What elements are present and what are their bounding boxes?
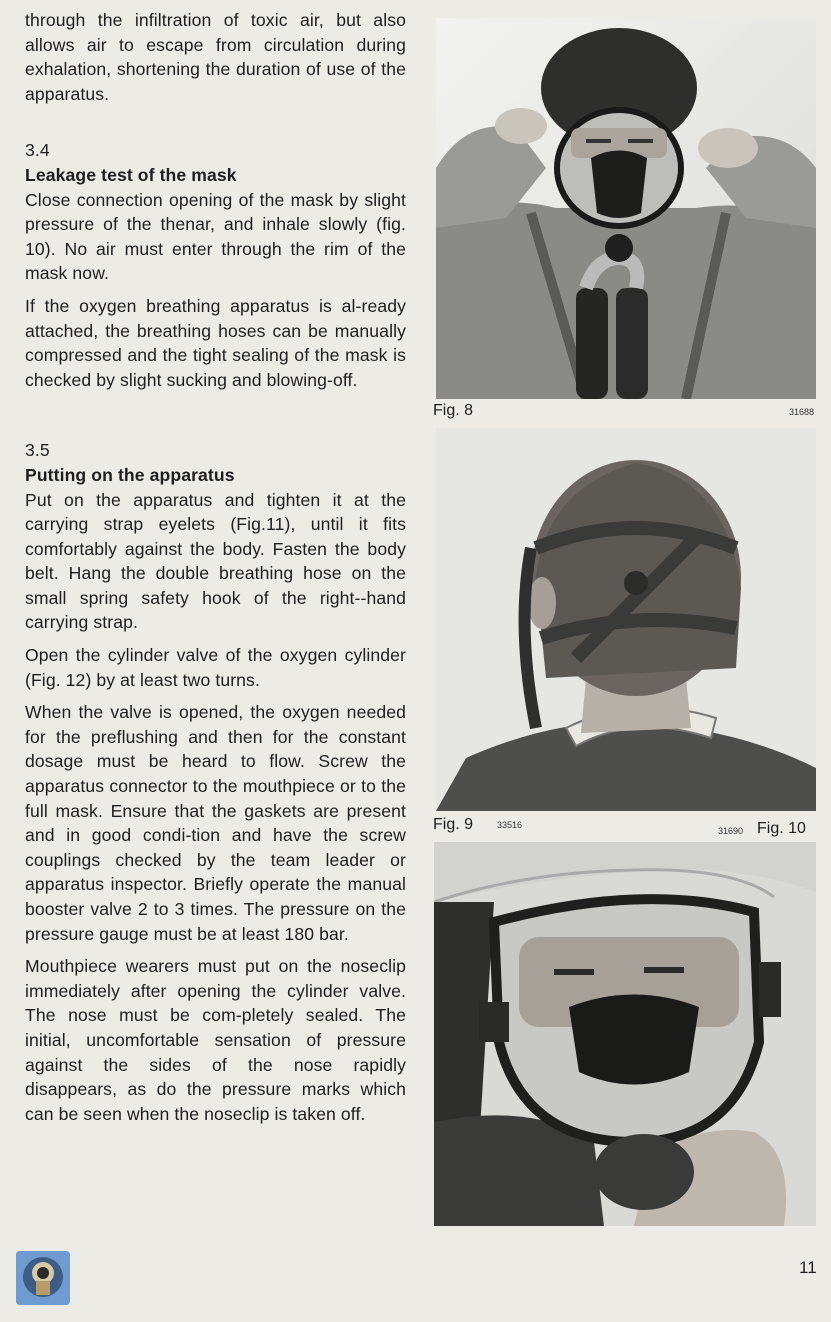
section-number: 3.5 [25, 440, 50, 461]
figure-9-code: 33516 [497, 820, 523, 830]
figure-9-caption: Fig. 9 [433, 816, 474, 833]
paragraph: Close connection opening of the mask by slight pressure of the thenar, and inhale slowly (fig. 10). No air must enter through the rim of the mask now. [25, 189, 406, 284]
paragraph: Mouthpiece wearers must put on the noseclip immediately after opening the cylinder valve. The nose must be com-pletely sealed. The initial, uncomfortable sensation of pressure against the sides of the nose rapidly disappears, as do the pressure marks which can be seen when the noseclip is taken off. [25, 956, 406, 1124]
section-number: 3.4 [25, 140, 50, 161]
figure-8-caption: Fig. 8 [433, 402, 474, 419]
figure-10-caption: Fig. 10 [757, 820, 806, 837]
figure-10-code: 31690 [718, 826, 744, 836]
paragraph: Open the cylinder valve of the oxygen cylinder (Fig. 12) by at least two turns. [25, 645, 406, 690]
figure-8-photo [436, 18, 816, 399]
website-logo [16, 1251, 70, 1305]
paragraph: When the valve is opened, the oxygen needed for the preflushing and then for the constant dosage must be heard to flow. Screw the apparatus connector to the mouthpiece or to the full mask. Ensure that the gaskets are present and in good condi-tion and have the screw couplings checked by the team leader or apparatus inspector. Briefly operate the manual booster valve 2 to 3 times. The pressure on the pressure gauge must be at least 180 bar. [25, 702, 406, 944]
section-3-4 [25, 138, 406, 392]
continued-paragraph: through the infiltration of toxic air, but also allows air to escape from circulation during exhalation, shortening the duration of use of the apparatus. [25, 10, 406, 104]
section-title: Leakage test of the mask [25, 164, 237, 185]
text-column [25, 8, 406, 1126]
figure-10-photo [434, 842, 816, 1226]
figure-8-code: 31688 [789, 407, 815, 417]
page-number: 11 [799, 1258, 817, 1277]
section-title: Putting on the apparatus [25, 464, 235, 485]
figure-9-photo [436, 428, 816, 811]
paragraph: Put on the apparatus and tighten it at the carrying strap eyelets (Fig.11), until it fits comfortably against the body. Fasten the body belt. Hang the double breathing hose on the small spring safety hook of the right--hand carrying strap. [25, 489, 406, 633]
section-3-5 [25, 438, 406, 1126]
paragraph: If the oxygen breathing apparatus is al-ready attached, the breathing hoses can be manually compressed and the tight sealing of the mask is checked by slight sucking and blowing-off. [25, 295, 406, 390]
